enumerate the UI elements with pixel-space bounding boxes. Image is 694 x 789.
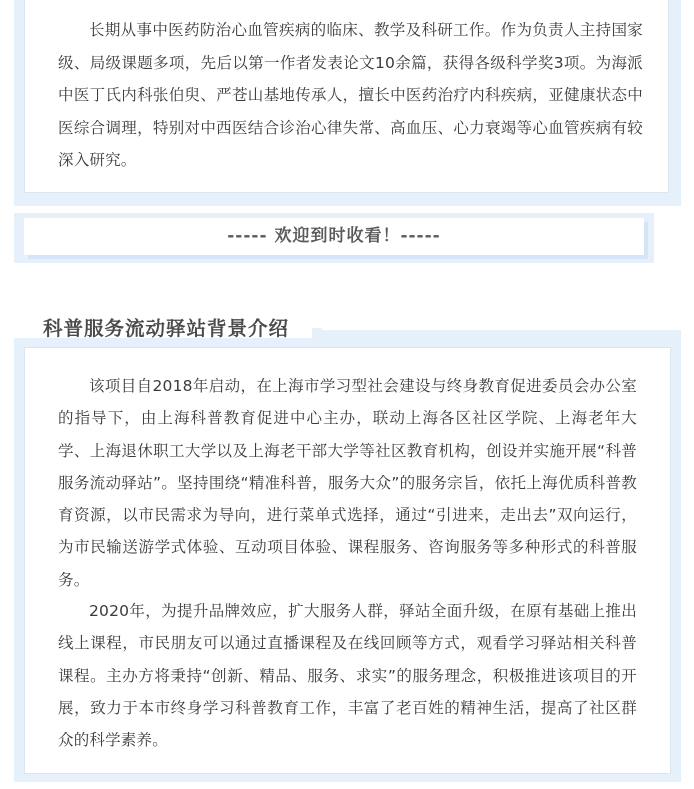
section-paragraph-1: 该项目自2018年启动，在上海市学习型社会建设与终身教育促进委员会办公室的指导下，由上海科普教育促进中心主办，联动上海各区社区学院、上海老年大学、上海退休职工大学以及上海老干部大学等社区教育机构，创设并实施开展“科普服务流动驿站”。坚持围绕“精准科普，服务大众”的服务宗旨，依托上海优质科普教育资源，以市民需求为导向，进行菜单式选择，通过“引进来，走出去”双向运行，为市民输送游学式体验、互动项目体验、课程服务、咨询服务等多种形式的科普服务。 (58, 377, 637, 589)
welcome-banner-text: ----- 欢迎到时收看！----- (227, 226, 441, 246)
section-title-decoration (312, 328, 322, 338)
section-title: 科普服务流动驿站背景介绍 (43, 317, 290, 340)
banner-frame (14, 213, 654, 263)
banner-box (24, 218, 644, 255)
section-card (24, 347, 671, 774)
section-paragraph-2: 2020年，为提升品牌效应，扩大服务人群，驿站全面升级，在原有基础上推出线上课程，市民朋友可以通过直播课程及在线回顾等方式，观看学习驿站相关科普课程。主办方将秉持“创新、精品、服务、求实”的服务理念，积极推进该项目的开展，致力于本市终身学习科普教育工作，丰富了老百姓的精神生活，提高了社区群众的科学素养。 (58, 602, 637, 750)
intro-card (24, 0, 669, 193)
intro-paragraph: 长期从事中医药防治心血管疾病的临床、教学及科研工作。作为负责人主持国家级、局级课题多项，先后以第一作者发表论文10余篇，获得各级科学奖3项。为海派中医丁氏内科张伯臾、严苍山基地传承人，擅长中医药治疗内科疾病，亚健康状态中医综合调理，特别对中西医结合诊治心律失常、高血压、心力衰竭等心血管疾病有较深入研究。 (58, 21, 643, 169)
intro-frame (14, 0, 681, 206)
